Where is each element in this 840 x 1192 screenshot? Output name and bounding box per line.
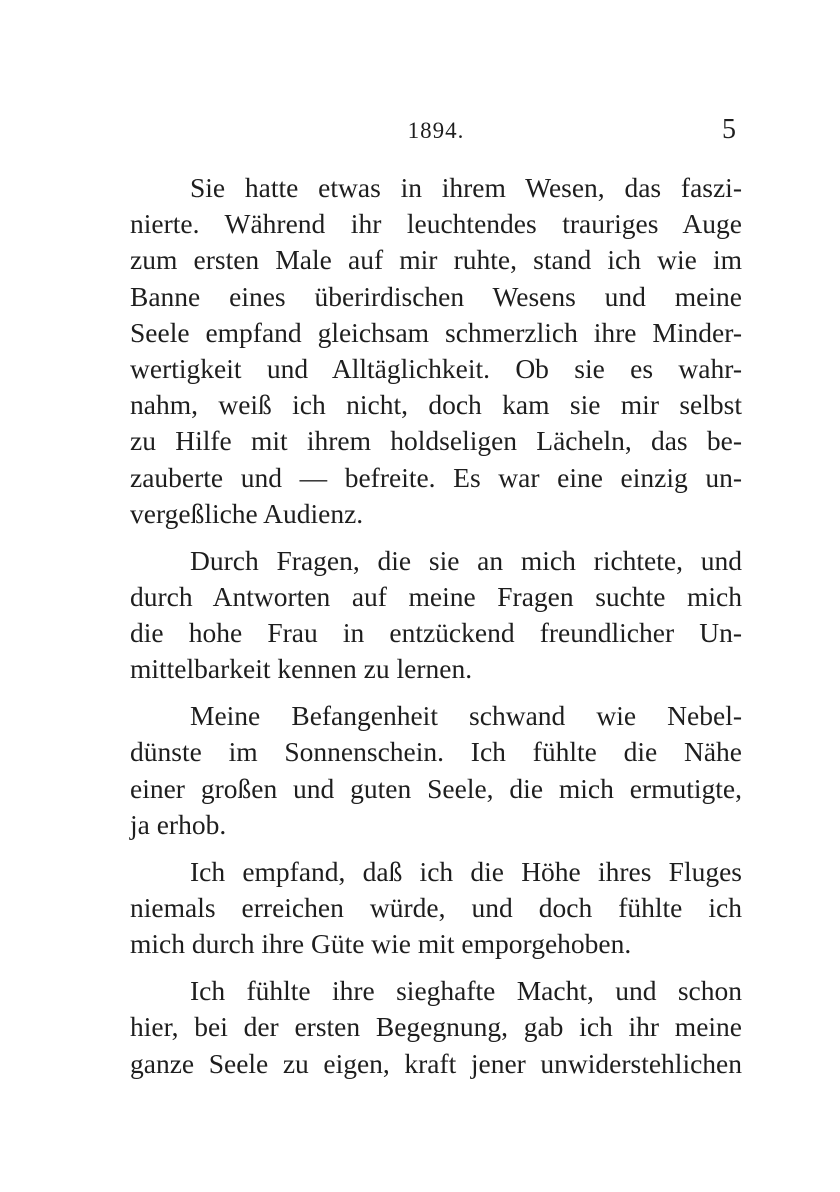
paragraph — [130, 698, 742, 843]
text-line: vergeßliche Audienz. — [130, 497, 364, 529]
text-line: die hohe Frau in entzückend freundlicher Un- — [130, 617, 742, 649]
text-line: Durch Fragen, die sie an mich richtete, und — [190, 544, 742, 576]
paragraph — [130, 170, 742, 532]
text-line: ganze Seele zu eigen, kraft jener unwiderstehlichen — [130, 1047, 742, 1079]
text-line: zauberte und — befreite. Es war eine einzig un- — [130, 461, 742, 493]
text-line: Ich fühlte ihre sieghafte Macht, und schon — [190, 975, 742, 1007]
text-line: Meine Befangenheit schwand wie Nebel- — [190, 700, 742, 732]
text-line: mittelbarkeit kennen zu lernen. — [130, 653, 473, 685]
text-line: zu Hilfe mit ihrem holdseligen Lächeln, das be- — [130, 425, 742, 457]
text-line: zum ersten Male auf mir ruhte, stand ich wie im — [130, 244, 742, 276]
body-text — [130, 170, 742, 1092]
text-line: ja erhob. — [130, 808, 227, 840]
page-header — [130, 114, 742, 152]
text-line: wertigkeit und Alltäglichkeit. Ob sie es wahr- — [130, 352, 742, 384]
paragraph — [130, 973, 742, 1082]
text-line: Seele empfand gleichsam schmerzlich ihre Minder- — [130, 316, 742, 348]
page-number: 5 — [722, 114, 736, 145]
running-head-year: 1894. — [407, 118, 465, 143]
paragraph — [130, 543, 742, 688]
text-line: nahm, weiß ich nicht, doch kam sie mir selbst — [130, 389, 742, 421]
text-line: hier, bei der ersten Begegnung, gab ich ihr meine — [130, 1011, 742, 1043]
text-line: Ich empfand, daß ich die Höhe ihres Fluges — [190, 855, 742, 887]
text-line: dünste im Sonnenschein. Ich fühlte die Nähe — [130, 736, 742, 768]
text-line: mich durch ihre Güte wie mit emporgehoben. — [130, 928, 632, 960]
text-line: nierte. Während ihr leuchtendes trauriges Auge — [130, 208, 742, 240]
text-line: niemals erreichen würde, und doch fühlte ich — [130, 891, 742, 923]
text-line: einer großen und guten Seele, die mich ermutigte, — [130, 772, 742, 804]
text-line: durch Antworten auf meine Fragen suchte mich — [130, 580, 742, 612]
text-line: Sie hatte etwas in ihrem Wesen, das faszi- — [190, 172, 742, 203]
text-line: Banne eines überirdischen Wesens und meine — [130, 280, 742, 312]
paragraph — [130, 854, 742, 963]
